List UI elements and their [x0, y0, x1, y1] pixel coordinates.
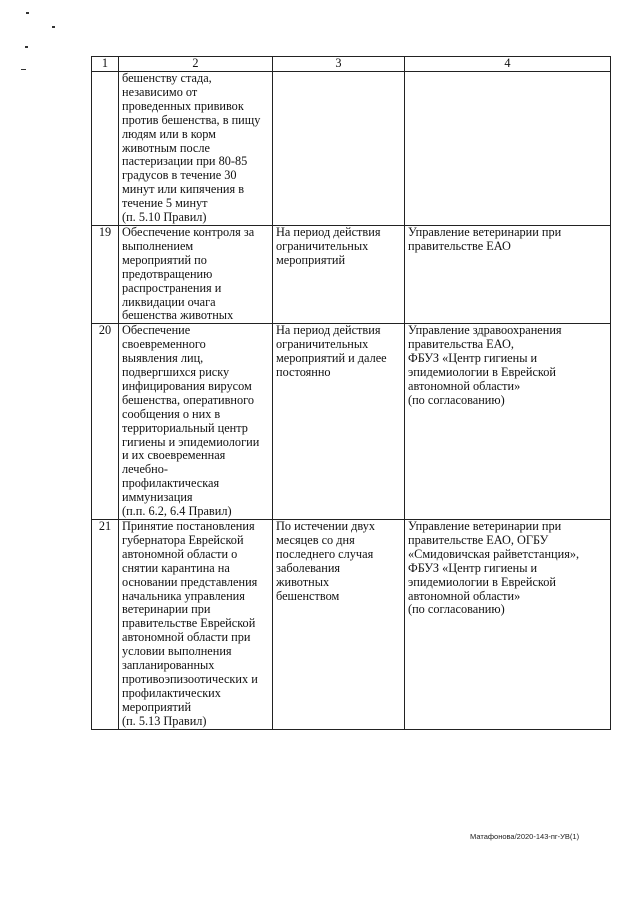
responsible-cell: Управление ветеринарии при правительстве ЕАО [405, 225, 611, 323]
column-number-2: 2 [119, 57, 273, 72]
scan-margin-marks [20, 8, 80, 78]
measure-cell: Обеспечение своевременного выявления лиц, подвергшихся риску инфицирования вирусом бешенства, оперативного сообщения о них в территориальный центр гигиены и эпидемиологии и их своевременная лечебно- профилактическая иммунизация (п.п. 6.2, 6.4 Правил) [119, 324, 273, 520]
term-cell: По истечении двух месяцев со дня последнего случая заболевания животных бешенством [273, 520, 405, 730]
responsible-cell: Управление здравоохранения правительства ЕАО, ФБУЗ «Центр гигиены и эпидемиологии в Еврейской автономной области» (по согласованию) [405, 324, 611, 520]
document-footer-code: Матафонова/2020-143-пг-УВ(1) [470, 832, 580, 841]
table-row [92, 72, 611, 226]
responsible-cell: Управление ветеринарии при правительстве ЕАО, ОГБУ «Смидовичская райветстанция», ФБУЗ «Центр гигиены и эпидемиологии в Еврейской автономной области» (по согласованию) [405, 520, 611, 730]
measure-cell: бешенству стада, независимо от проведенных прививок против бешенства, в пищу людям или в корм животным после пастеризации при 80-85 градусов в течение 30 минут или кипячения в течение 5 минут (п. 5.10 Правил) [119, 72, 273, 226]
margin-mark [26, 12, 29, 14]
responsible-cell [405, 72, 611, 226]
term-cell: На период действия ограничительных мероприятий [273, 225, 405, 323]
margin-mark [25, 46, 28, 48]
measure-cell: Обеспечение контроля за выполнением мероприятий по предотвращению распространения и ликвидации очага бешенства животных [119, 225, 273, 323]
measure-cell: Принятие постановления губернатора Еврейской автономной области о снятии карантина на основании представления начальника управления ветеринарии при правительстве Еврейской автономной области при условии выполнения запланированных противоэпизоотических и профилактических мероприятий (п. 5.13 Правил) [119, 520, 273, 730]
term-cell [273, 72, 405, 226]
row-number: 19 [92, 225, 119, 323]
column-number-3: 3 [273, 57, 405, 72]
term-cell: На период действия ограничительных мероприятий и далее постоянно [273, 324, 405, 520]
column-number-1: 1 [92, 57, 119, 72]
table-row [92, 520, 611, 730]
margin-mark [52, 26, 55, 28]
row-number: 20 [92, 324, 119, 520]
margin-mark [21, 69, 26, 70]
row-number [92, 72, 119, 226]
row-number: 21 [92, 520, 119, 730]
measures-table [91, 56, 611, 730]
column-number-row [92, 57, 611, 72]
column-number-4: 4 [405, 57, 611, 72]
table-row [92, 324, 611, 520]
table-row [92, 225, 611, 323]
